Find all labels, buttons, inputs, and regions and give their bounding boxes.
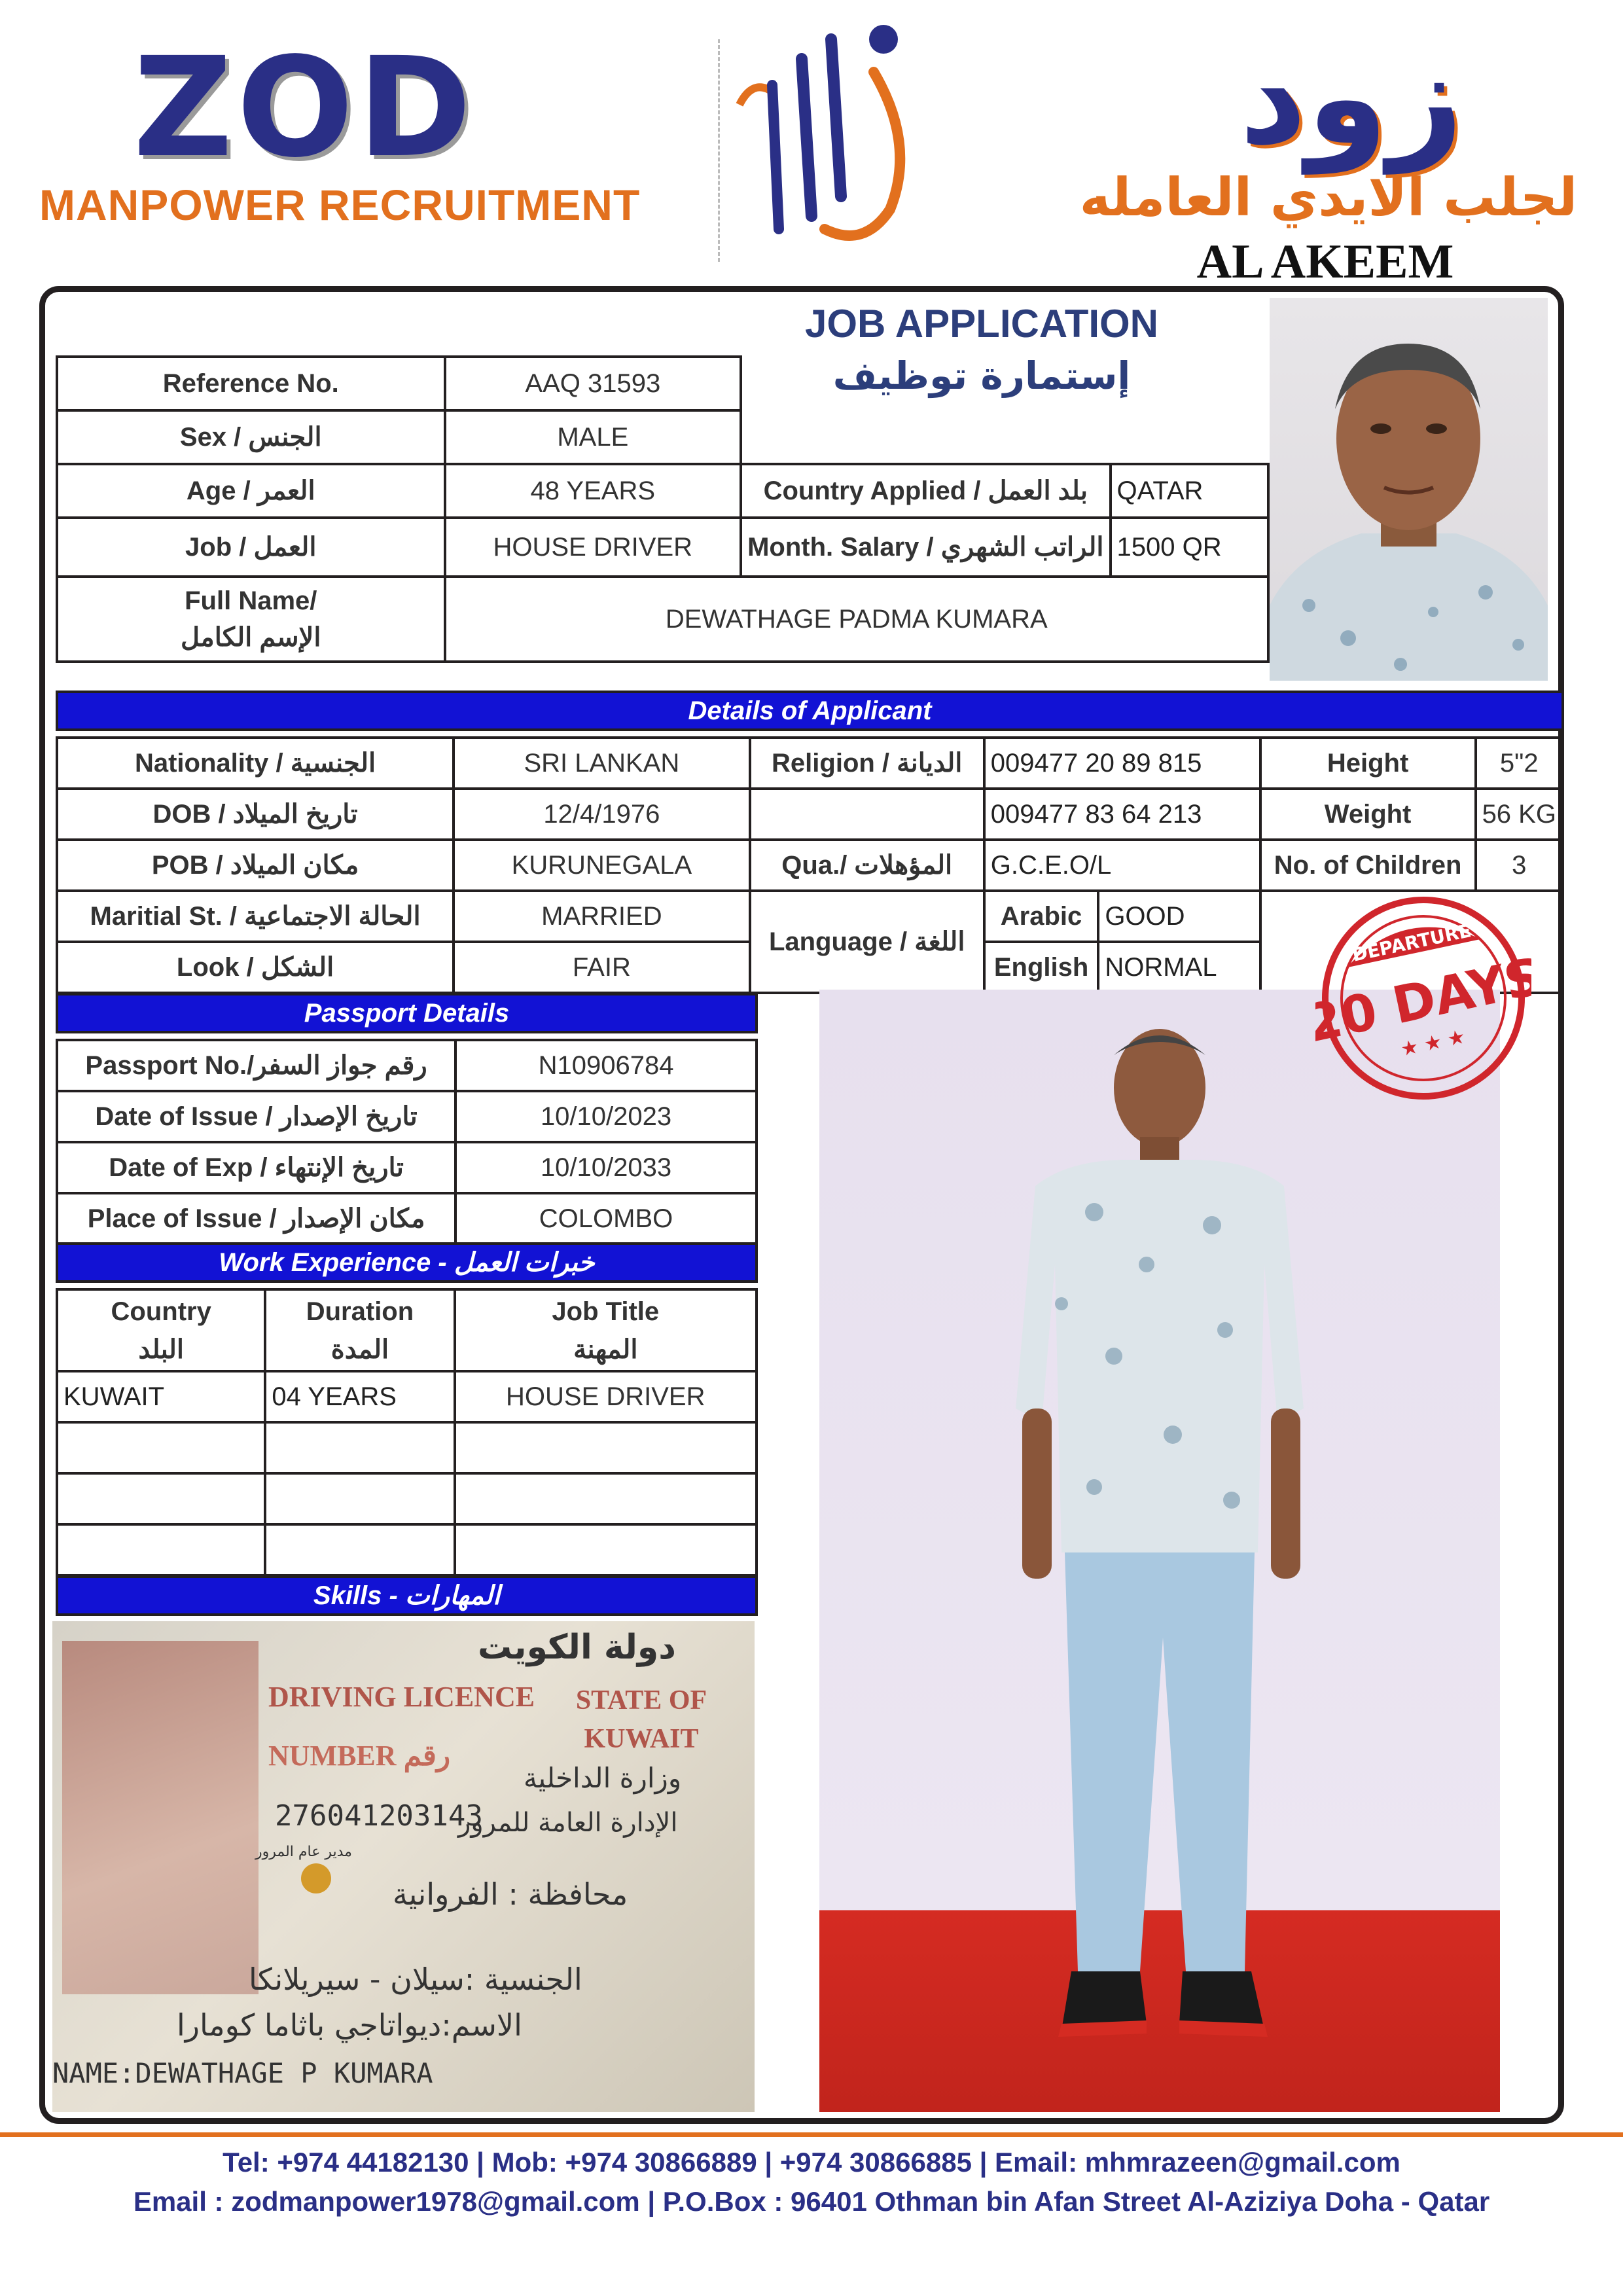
col-duration-en: Duration — [306, 1297, 414, 1326]
pob-label: POB / مكان الميلاد — [57, 840, 454, 891]
table-row — [57, 1422, 757, 1473]
pob-value: KURUNEGALA — [454, 840, 750, 891]
col-country — [57, 1289, 265, 1371]
english-value: NORMAL — [1098, 942, 1260, 993]
summary-table — [56, 355, 1270, 663]
age-value: 48 YEARS — [445, 464, 741, 518]
phone-1: 009477 20 89 815 — [984, 738, 1260, 789]
arabic-label: Arabic — [984, 891, 1099, 942]
religion-label: Religion / الديانة — [750, 738, 984, 789]
licence-number-label: NUMBER رقم — [268, 1740, 451, 1772]
licence-portrait — [62, 1641, 259, 1994]
table-row — [57, 1524, 757, 1575]
work-experience-table — [56, 1288, 758, 1577]
applicant-full-body-photo — [819, 990, 1500, 2112]
look-label: Look / الشكل — [57, 942, 454, 993]
licence-department: الإدارة العامة للمرور — [458, 1808, 678, 1838]
col-country-ar: البلد — [138, 1335, 184, 1364]
partner-name: AL AKEEM — [1196, 235, 1454, 289]
arabic-value: GOOD — [1098, 891, 1260, 942]
footer-contact-line-2: Email : zodmanpower1978@gmail.com | P.O.Box : 96401 Othman bin Afan Street Al-Aziziya Doha - Qatar — [133, 2186, 1490, 2217]
work-job-title: HOUSE DRIVER — [455, 1371, 757, 1422]
sex-label: Sex / الجنس — [57, 410, 445, 464]
english-label: English — [984, 942, 1099, 993]
work-country: KUWAIT — [57, 1371, 265, 1422]
licence-state: STATE OF KUWAIT — [575, 1685, 707, 1754]
licence-governorate: محافظة : الفروانية — [393, 1876, 628, 1912]
qualification-label: Qua./ المؤهلات — [750, 840, 984, 891]
work-experience-heading: Work Experience - خبرات العمل — [56, 1242, 758, 1283]
look-value: FAIR — [454, 942, 750, 993]
country-applied-label: Country Applied / بلد العمل — [741, 464, 1110, 518]
height-value: 5"2 — [1476, 738, 1563, 789]
full-name-value: DEWATHAGE PADMA KUMARA — [445, 577, 1269, 662]
licence-name-arabic: الاسم:ديواتاجي باثاما كومارا — [177, 2007, 522, 2043]
place-of-issue-label: Place of Issue / مكان الإصدار — [57, 1193, 455, 1244]
full-name-label-ar: الإسم الكامل — [181, 623, 321, 652]
passport-no-label: Passport No./رقم جواز السفر — [57, 1040, 455, 1091]
stamp-main-text: 20 DAYS — [1315, 946, 1531, 1054]
work-duration: 04 YEARS — [265, 1371, 454, 1422]
issue-date-value: 10/10/2023 — [455, 1091, 757, 1142]
col-job-title — [455, 1289, 757, 1371]
licence-director: مدير عام المرور — [255, 1844, 352, 1860]
children-label: No. of Children — [1260, 840, 1476, 891]
passport-no-value: N10906784 — [455, 1040, 757, 1091]
col-country-en: Country — [111, 1297, 211, 1326]
brand-tagline-arabic: لجلب الايدي العامله — [1079, 167, 1578, 228]
marital-label: Maritial St. / الحالة الاجتماعية — [57, 891, 454, 942]
nationality-label: Nationality / الجنسية — [57, 738, 454, 789]
brand-logo-arabic: زود — [1239, 22, 1464, 174]
weight-value: 56 KG — [1476, 789, 1563, 840]
col-duration-ar: المدة — [330, 1335, 389, 1364]
table-row — [57, 1371, 757, 1422]
licence-ministry: وزارة الداخلية — [524, 1762, 682, 1794]
brand-subtitle: MANPOWER RECRUITMENT — [39, 181, 641, 229]
height-label: Height — [1260, 738, 1476, 789]
passport-heading: Passport Details — [56, 993, 758, 1033]
reference-value: AAQ 31593 — [445, 357, 741, 410]
page-title-arabic: إستمارة توظيف — [832, 353, 1131, 398]
page-title: JOB APPLICATION — [804, 302, 1159, 346]
passport-table — [56, 1039, 758, 1246]
sex-value: MALE — [445, 410, 741, 464]
children-value: 3 — [1476, 840, 1563, 891]
licence-number: 276041203143 — [275, 1799, 483, 1833]
svg-text:★ ★ ★: ★ ★ ★ — [1399, 1025, 1468, 1062]
expiry-date-value: 10/10/2033 — [455, 1142, 757, 1193]
brand-logo-zod: ZOD — [133, 27, 476, 188]
issue-date-label: Date of Issue / تاريخ الإصدار — [57, 1091, 455, 1142]
skills-heading: Skills - المهارات — [56, 1575, 758, 1616]
licence-state-ar: دولة الكويت — [478, 1628, 676, 1667]
company-emblem-icon — [726, 13, 929, 262]
full-name-label — [57, 577, 445, 662]
age-label: Age / العمر — [57, 464, 445, 518]
footer-contact-line-1: Tel: +974 44182130 | Mob: +974 30866889 | +974 30866885 | Email: mhmrazeen@gmail.com — [223, 2147, 1400, 2178]
job-value: HOUSE DRIVER — [445, 518, 741, 577]
reference-label: Reference No. — [57, 357, 445, 410]
place-of-issue-value: COLOMBO — [455, 1193, 757, 1244]
applicant-portrait-photo — [1270, 298, 1548, 681]
header-divider — [718, 39, 720, 262]
nationality-value: SRI LANKAN — [454, 738, 750, 789]
col-job-title-ar: المهنة — [573, 1335, 638, 1364]
qualification-value: G.C.E.O/L — [984, 840, 1260, 891]
country-applied-value: QATAR — [1111, 464, 1268, 518]
driving-licence-photo — [52, 1621, 755, 2112]
dob-value: 12/4/1976 — [454, 789, 750, 840]
details-heading: Details of Applicant — [56, 691, 1564, 731]
phone-2: 009477 83 64 213 — [984, 789, 1260, 840]
salary-label: Month. Salary / الراتب الشهري — [741, 518, 1110, 577]
licence-title: DRIVING LICENCE — [268, 1681, 535, 1713]
salary-value: 1500 QR — [1111, 518, 1268, 577]
dob-label: DOB / تاريخ الميلاد — [57, 789, 454, 840]
expiry-date-label: Date of Exp / تاريخ الإنتهاء — [57, 1142, 455, 1193]
col-duration — [265, 1289, 454, 1371]
footer-divider — [0, 2132, 1623, 2137]
weight-label: Weight — [1260, 789, 1476, 840]
col-job-title-en: Job Title — [552, 1297, 660, 1326]
licence-name: NAME:DEWATHAGE P KUMARA — [52, 2057, 433, 2089]
marital-value: MARRIED — [454, 891, 750, 942]
licence-seal — [301, 1863, 331, 1893]
departure-stamp — [1315, 890, 1531, 1106]
religion-value — [750, 789, 984, 840]
licence-nationality: الجنسية :سيلان - سيريلانكا — [249, 1962, 582, 1997]
stamp-top-text: DEPARTURE — [1350, 920, 1473, 966]
table-row — [57, 1473, 757, 1524]
job-label: Job / العمل — [57, 518, 445, 577]
language-label: Language / اللغة — [750, 891, 984, 993]
full-name-label-en: Full Name/ — [185, 586, 317, 615]
